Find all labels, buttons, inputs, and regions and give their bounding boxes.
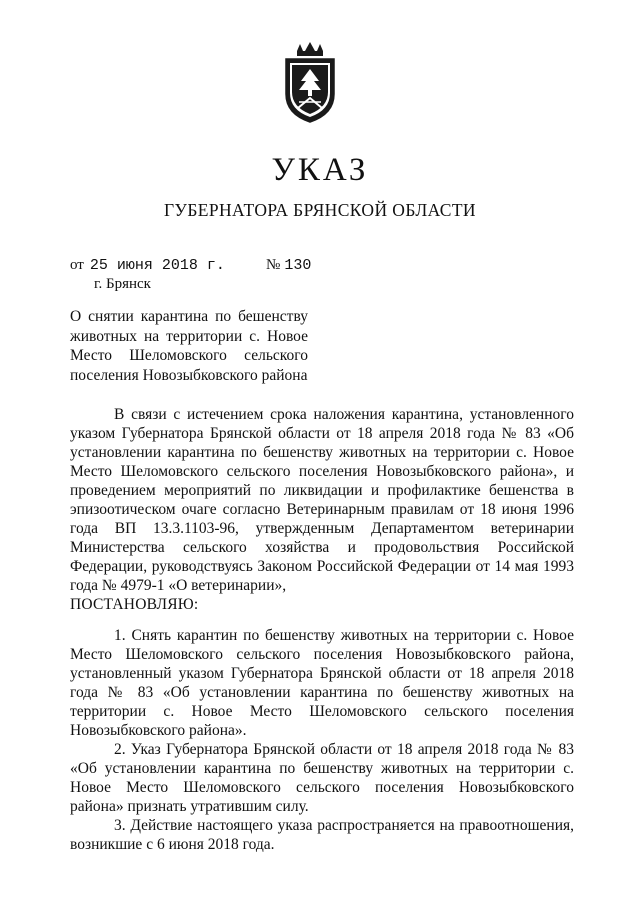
document-title: УКАЗ [271,152,369,188]
preamble: В связи с истечением срока наложения карантина, установленного указом Губернатора Брянской области от 18 апреля 2018 года № 83 «Об установлении карантина по бешенству животных на территории с. Новое Место Шеломовского сельского поселения Новозыбковского района», и проведением мероприятий по ликвидации и профилактике бешенства в эпизоотическом очаге согласно Ветеринарным правилам от 18 июня 1996 года ВП 13.3.1103-96, утвержденным Департаментом ветеринарии Министерства сельского хозяйства и продовольствия Российской Федерации, руководствуясь Законом Российской Федерации от 14 мая 1993 года № 4979-1 «О ветеринарии», [70,406,574,594]
document-body [70,405,574,854]
city: г. Брянск [94,276,151,292]
decree-item: 2. Указ Губернатора Брянской области от 18 апреля 2018 года № 83 «Об установлении карантина по бешенству животных на территории с. Новое Место Шеломовского сельского поселения Новозыбковского района» признать утратившим силу. [70,741,574,815]
date-value: 25 июня 2018 г. [89,257,225,274]
coat-of-arms-icon [279,42,341,124]
document-number [266,254,311,277]
document-subject: О снятии карантина по бешенству животных на территории с. Новое Место Шеломовского сельского поселения Новозыбковского района [70,308,308,384]
number-prefix: № [266,257,281,273]
number-value: 130 [284,257,312,274]
decree-word: ПОСТАНОВЛЯЮ: [70,596,199,613]
decree-item: 1. Снять карантин по бешенству животных на территории с. Новое Место Шеломовского сельского поселения Новозыбковского района, установленный указом Губернатора Брянской области от 18 апреля 2018 года № 83 «Об установлении карантина по бешенству животных на территории с. Новое Место Шеломовского сельского поселения Новозыбковского района». [70,627,574,739]
document-issuer: ГУБЕРНАТОРА БРЯНСКОЙ ОБЛАСТИ [164,200,476,220]
decree-item: 3. Действие настоящего указа распространяется на правоотношения, возникшие с 6 июня 2018 года. [70,817,574,853]
date-prefix: от [70,257,84,273]
